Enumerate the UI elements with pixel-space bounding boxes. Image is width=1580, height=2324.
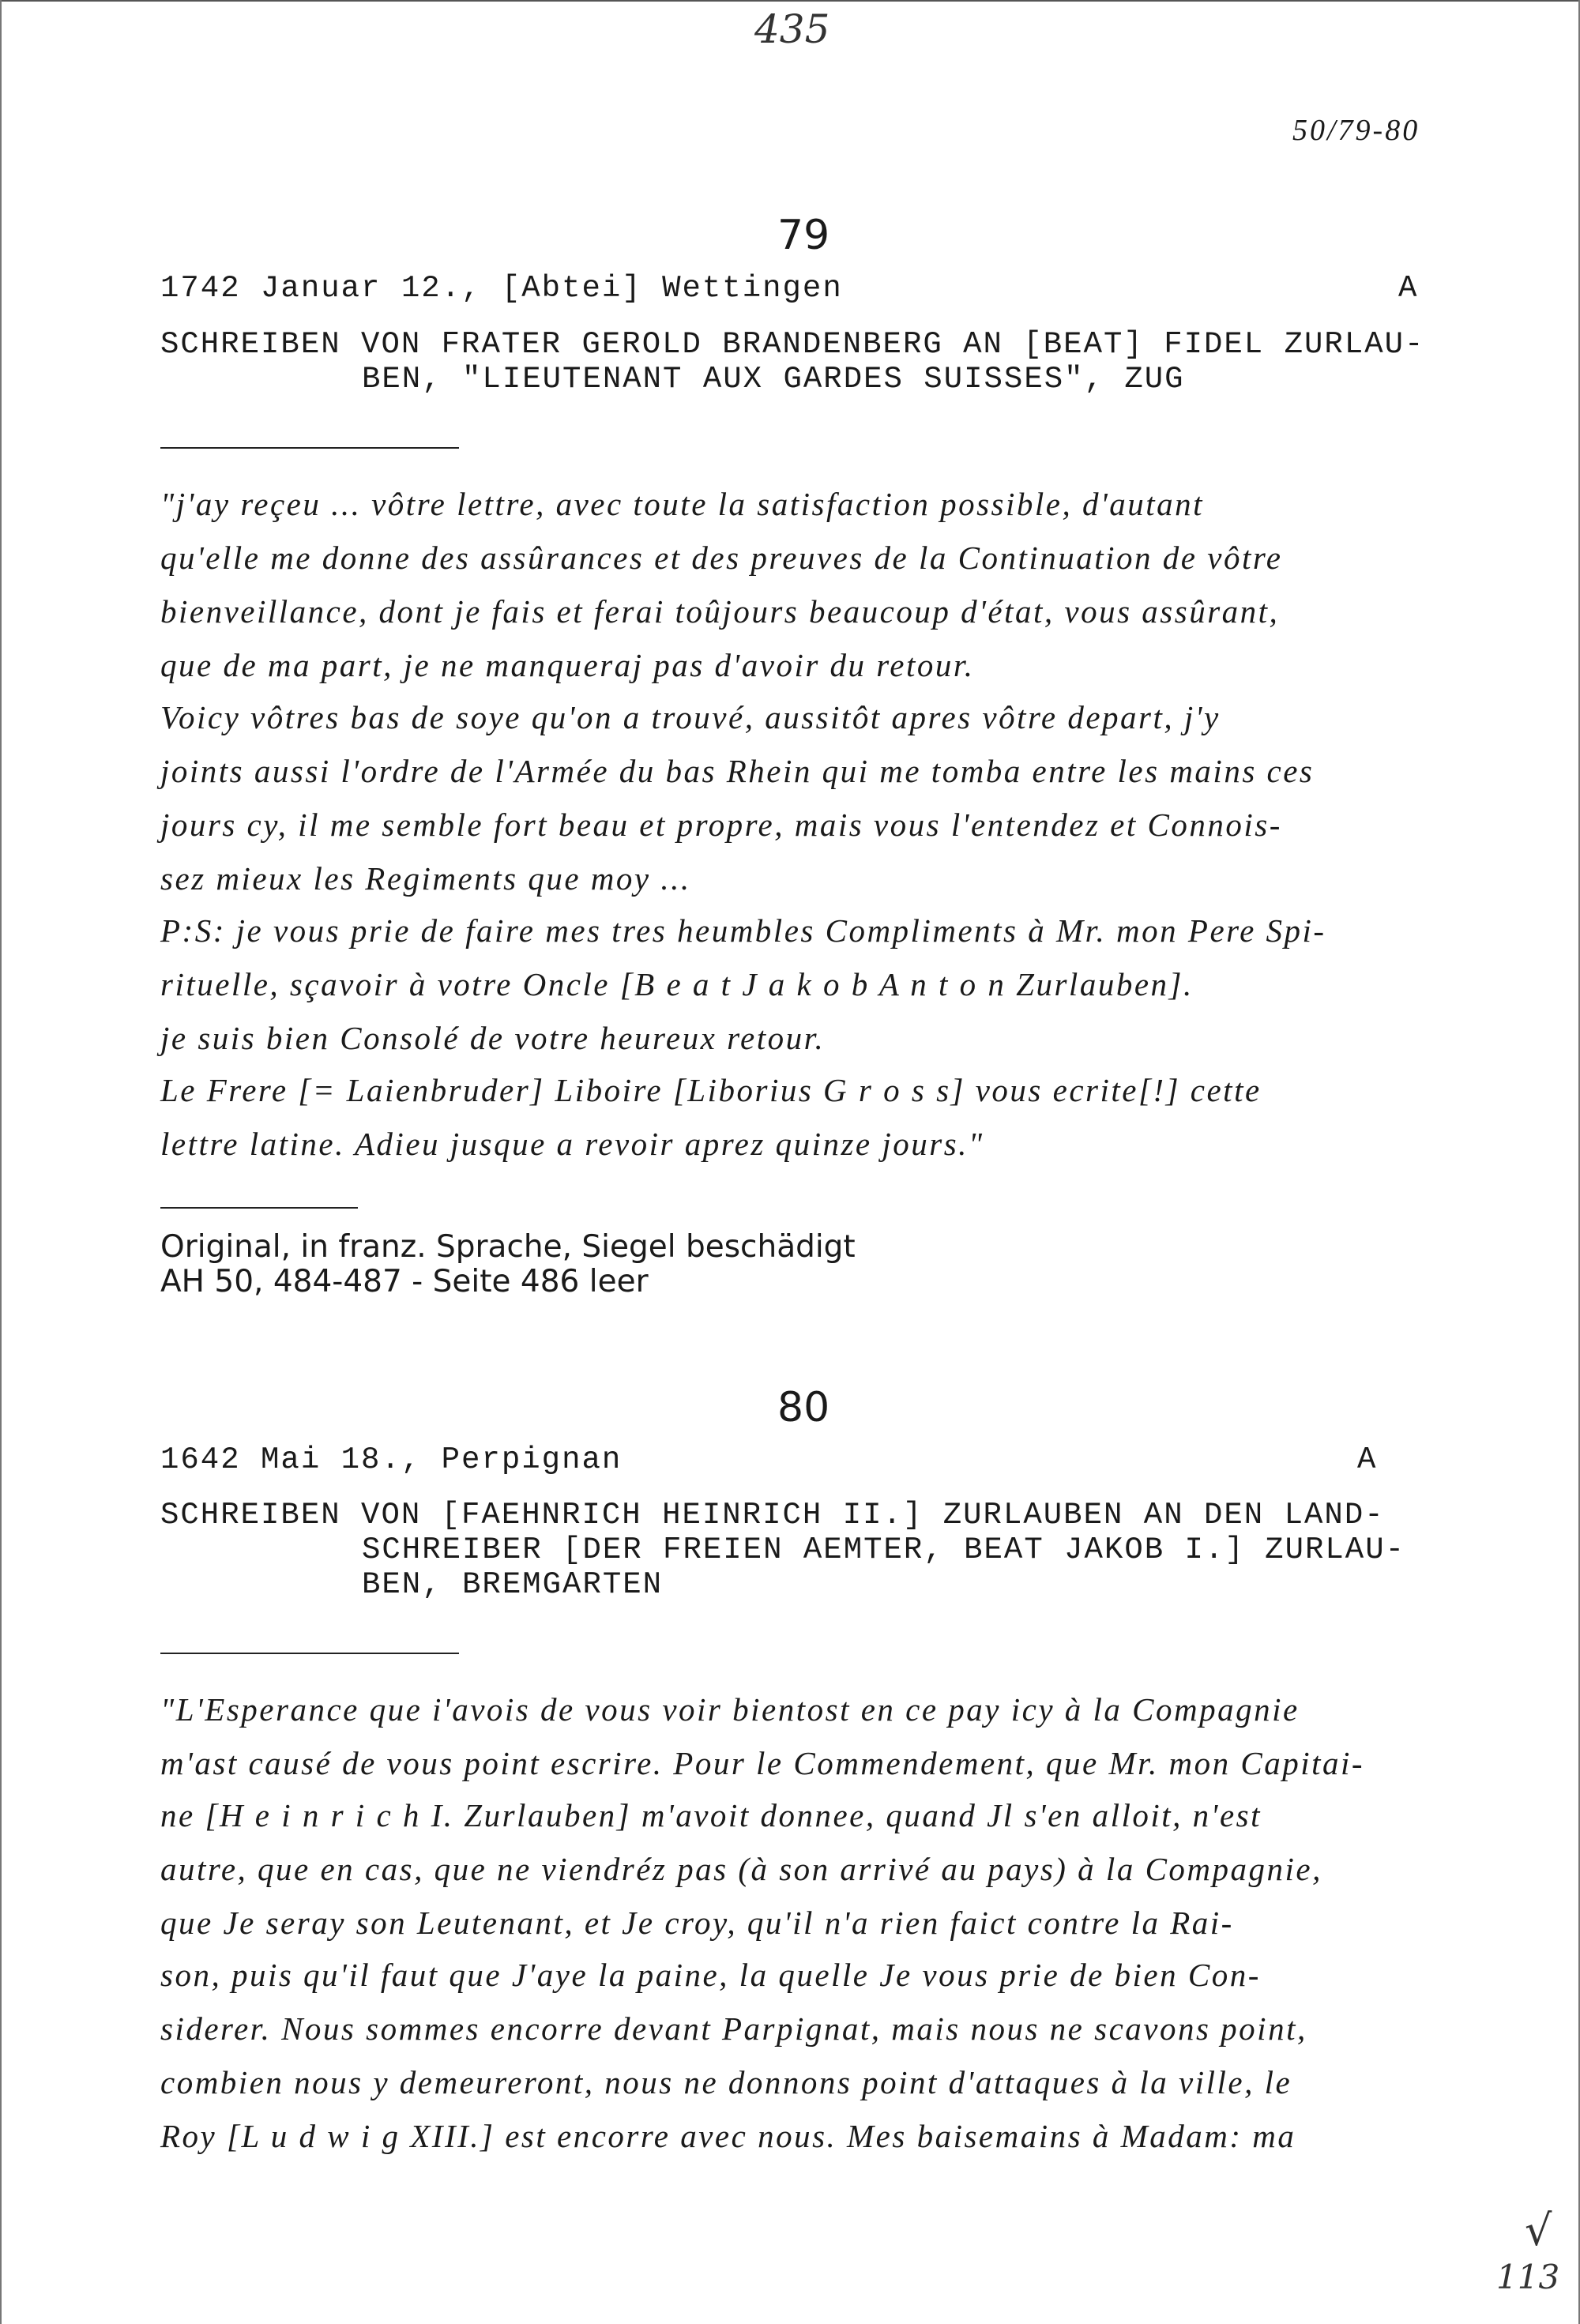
text-line: Voicy vôtres bas de soye qu'on a trouvé, aussitôt apres vôtre depart, j'y: [160, 699, 1221, 735]
text-line: joints aussi l'ordre de l'Armée du bas Rhein qui me tomba entre les mains ces: [160, 753, 1315, 789]
archival-note: AH 50, 484-487 - Seite 486 leer: [160, 1264, 649, 1299]
notes-rule: [160, 1207, 358, 1209]
entry-number: 79: [777, 212, 830, 259]
archival-note: Original, in franz. Sprache, Siegel beschädigt: [160, 1229, 856, 1265]
text-line: rituelle, sçavoir à votre Oncle [B e a t J a k o b A n t o n Zurlauben].: [160, 966, 1194, 1002]
entry-title-line: SCHREIBEN VON FRATER GEROLD BRANDENBERG AN [BEAT] FIDEL ZURLAU-: [160, 327, 1425, 362]
text-line: qu'elle me donne des assûrances et des preuves de la Continuation de vôtre: [160, 540, 1283, 576]
text-line: Roy [L u d w i g XIII.] est encorre avec nous. Mes baisemains à Madam: ma: [160, 2118, 1296, 2154]
text-line: combien nous y demeureront, nous ne donnons point d'attaques à la ville, le: [160, 2064, 1292, 2100]
text-line: bienveillance, dont je fais et ferai toûjours beaucoup d'état, vous assûrant,: [160, 593, 1280, 630]
text-line: sez mieux les Regiments que moy ...: [160, 860, 691, 897]
handwritten-page-number: 113: [1496, 2258, 1560, 2296]
scan-edge-left: [0, 0, 2, 2324]
text-line: "L'Esperance que i'avois de vous voir bientost en ce pay icy à la Compagnie: [160, 1691, 1300, 1728]
text-line: P:S: je vous prie de faire mes tres heumbles Compliments à Mr. mon Pere Spi-: [160, 912, 1326, 949]
entry-type: A: [1398, 271, 1419, 306]
entry-date-place: 1642 Mai 18., Perpignan: [160, 1442, 623, 1477]
entry-title-line: BEN, "LIEUTENANT AUX GARDES SUISSES", ZUG: [362, 362, 1185, 397]
text-line: ne [H e i n r i c h I. Zurlauben] m'avoit donnee, quand Jl s'en alloit, n'est: [160, 1797, 1262, 1833]
text-line: siderer. Nous sommes encorre devant Parpignat, mais nous ne scavons point,: [160, 2010, 1307, 2047]
text-line: autre, que en cas, que ne viendréz pas (à son arrivé au pays) à la Compagnie,: [160, 1851, 1322, 1887]
text-line: je suis bien Consolé de votre heureux retour.: [160, 1020, 826, 1056]
text-line: que de ma part, je ne manqueraj pas d'avoir du retour.: [160, 647, 975, 683]
entry-title-line: SCHREIBEN VON [FAEHNRICH HEINRICH II.] ZURLAUBEN AN DEN LAND-: [160, 1498, 1385, 1532]
entry-type: A: [1357, 1442, 1378, 1477]
entry-date-place: 1742 Januar 12., [Abtei] Wettingen: [160, 271, 843, 306]
handwritten-check-mark: √: [1525, 2206, 1552, 2255]
text-line: son, puis qu'il faut que J'aye la paine, la quelle Je vous prie de bien Con-: [160, 1957, 1261, 1993]
entry-title-line: SCHREIBER [DER FREIEN AEMTER, BEAT JAKOB I.] ZURLAU-: [362, 1532, 1405, 1567]
text-line: Le Frere [= Laienbruder] Liboire [Liborius G r o s s] vous ecrite[!] cette: [160, 1072, 1262, 1108]
handwritten-folio-number: 435: [754, 6, 830, 52]
text-line: que Je seray son Leutenant, et Je croy, qu'il n'a rien faict contre la Rai-: [160, 1905, 1234, 1941]
section-rule: [160, 447, 459, 449]
entry-title-line: BEN, BREMGARTEN: [362, 1567, 664, 1602]
scan-edge-top: [0, 0, 1580, 2]
text-line: lettre latine. Adieu jusque a revoir aprez quinze jours.": [160, 1126, 984, 1162]
section-rule: [160, 1653, 459, 1654]
text-line: jours cy, il me semble fort beau et propre, mais vous l'entendez et Connois-: [160, 807, 1282, 843]
text-line: m'ast causé de vous point escrire. Pour le Commendement, que Mr. mon Capitai-: [160, 1745, 1365, 1781]
document-reference: 50/79-80: [1292, 114, 1420, 147]
entry-number: 80: [777, 1384, 830, 1431]
text-line: "j'ay reçeu ... vôtre lettre, avec toute la satisfaction possible, d'autant: [160, 486, 1205, 522]
